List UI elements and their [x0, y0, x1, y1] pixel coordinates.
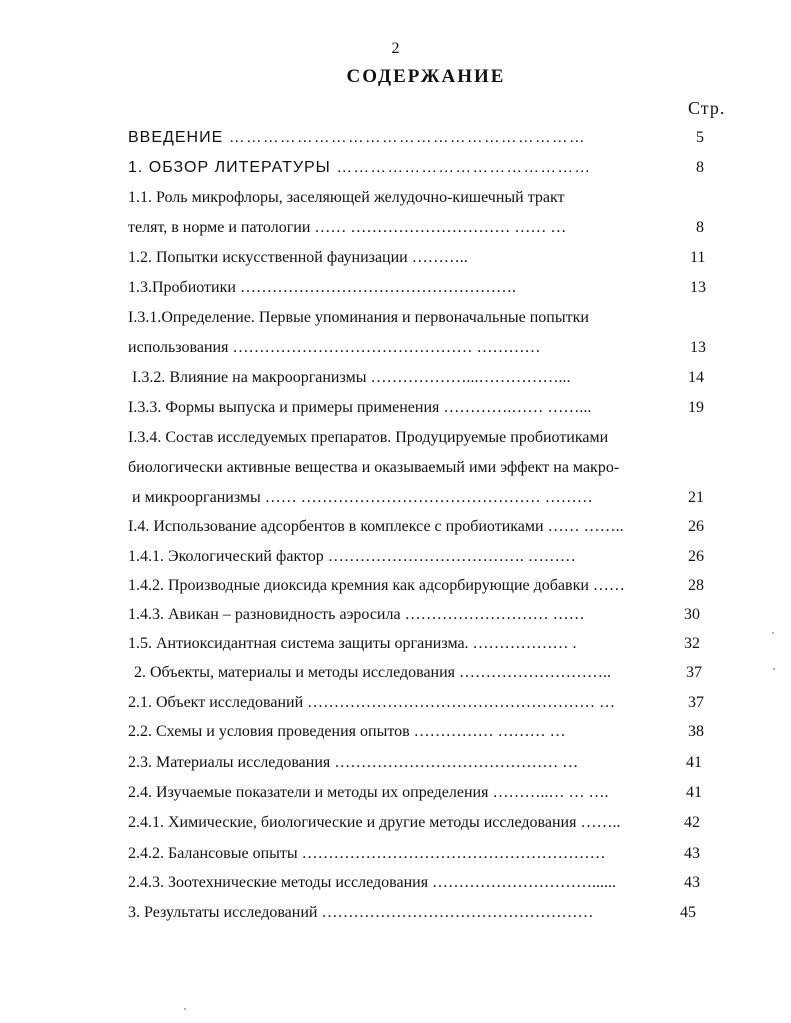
toc-entry-page: 11 [690, 249, 706, 266]
toc-entry-text: I.3.1.Определение. Первые упоминания и первоначальные попытки [128, 309, 589, 326]
toc-entry-text: 1.3.Пробиотики ……………………………………………. [128, 279, 516, 296]
toc-entry-page: 28 [688, 577, 704, 594]
toc-entry-page: 43 [684, 874, 700, 891]
toc-entry-page: 8 [696, 159, 704, 176]
toc-entry-page: 26 [688, 518, 704, 535]
toc-entry-text: I.3.2. Влияние на макроорганизмы ………………...……………... [132, 369, 571, 386]
toc-entry-page: 45 [680, 904, 696, 921]
page-column-label: Стр. [688, 98, 726, 118]
toc-entry-page: 32 [684, 635, 700, 652]
toc-entry-text: 1.4.2. Производные диоксида кремния как адсорбирующие добавки …… [128, 577, 625, 594]
toc-entry-text: телят, в норме и патологии …… ………………………… …… … [128, 219, 567, 236]
toc-entry-page: 43 [684, 845, 700, 862]
toc-entry-text: 1.4.3. Авикан – разновидность аэросила ……………………… …… [128, 606, 585, 623]
toc-entry-page: 26 [688, 548, 704, 565]
toc-entry-page: 38 [688, 723, 704, 740]
toc-entry-text: 2.4.2. Балансовые опыты ………………………………………………… [128, 845, 606, 862]
toc-entry-text: 2.4. Изучаемые показатели и методы их определения ………..… … …. [128, 784, 609, 801]
toc-entry-text: 2.3. Материалы исследования …………………………………… … [128, 754, 579, 771]
page-title: СОДЕРЖАНИЕ [346, 66, 506, 87]
toc-entry-text: I.3.3. Формы выпуска и примеры применения ………….…… ……... [128, 399, 592, 416]
scan-speck [773, 668, 775, 670]
scan-speck [772, 632, 774, 634]
toc-entry-text: 2. Объекты, материалы и методы исследования ……………………….. [134, 664, 612, 681]
toc-entry-page: 41 [686, 754, 702, 771]
toc-entry-text: 2.4.3. Зоотехнические методы исследования …………………………...... [128, 874, 617, 891]
toc-entry-text: 2.1. Объект исследований ……………………………………………… … [128, 694, 616, 711]
toc-entry-text: 1.2. Попытки искусственной фаунизации ……….. [128, 249, 468, 266]
toc-entry-text: I.4. Использование адсорбентов в комплексе с пробиотиками …… …….. [128, 518, 624, 535]
toc-entry-text: 1.5. Антиоксидантная система защиты организма. ……………… . [128, 635, 577, 652]
toc-entry-page: 14 [688, 369, 704, 386]
toc-entry-page: 30 [684, 606, 700, 623]
toc-entry-text: 3. Результаты исследований …………………………………………… [128, 904, 594, 921]
toc-entry-text: и микроорганизмы …… ……………………………………… ……… [132, 489, 593, 506]
toc-entry-text: ВВЕДЕНИЕ ……………………………………………………… [128, 129, 586, 146]
toc-entry-page: 41 [686, 784, 702, 801]
scan-speck [184, 1008, 186, 1010]
toc-entry-page: 37 [688, 694, 704, 711]
toc-entry-page: 19 [688, 399, 704, 416]
toc-entry-text: 1. ОБЗОР ЛИТЕРАТУРЫ ……………………………………… [128, 159, 592, 176]
toc-entry-text: использования ……………………………………… ………… [128, 339, 541, 356]
toc-entry-page: 5 [696, 129, 704, 146]
toc-entry-text: 2.2. Схемы и условия проведения опытов …………… ……… … [128, 723, 566, 740]
toc-entry-text: биологически активные вещества и оказываемый ими эффект на макро- [128, 459, 620, 476]
toc-entry-text: 2.4.1. Химические, биологические и другие методы исследования …….. [128, 814, 621, 831]
page-number: 2 [391, 40, 400, 57]
toc-entry-page: 42 [684, 814, 700, 831]
toc-entry-text: I.3.4. Состав исследуемых препаратов. Продуцируемые пробиотиками [128, 429, 609, 446]
toc-entry-text: 1.1. Роль микрофлоры, заселяющей желудочно-кишечный тракт [128, 189, 565, 206]
toc-entry-page: 37 [686, 664, 702, 681]
toc-entry-page: 13 [690, 339, 706, 356]
toc-entry-page: 21 [688, 489, 704, 506]
toc-entry-text: 1.4.1. Экологический фактор ………………………………. ……… [128, 548, 576, 565]
toc-entry-page: 13 [690, 279, 706, 296]
toc-entry-page: 8 [696, 219, 704, 236]
